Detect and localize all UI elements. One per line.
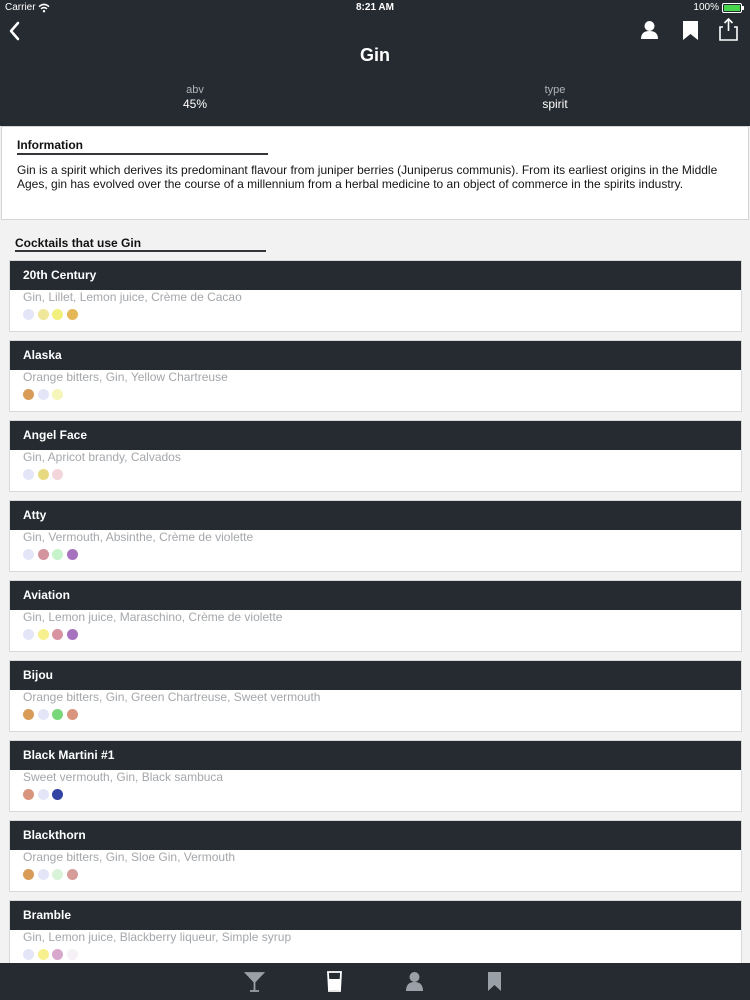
stats-row bbox=[0, 83, 750, 111]
ingredient-color-dots bbox=[23, 469, 67, 481]
profile-head bbox=[410, 972, 420, 982]
status-time: 8:21 AM bbox=[356, 2, 394, 13]
ingredient-color-dots bbox=[23, 389, 67, 401]
ingredient-color-dot bbox=[52, 709, 63, 720]
user-icon[interactable] bbox=[637, 18, 662, 43]
profile-icon[interactable] bbox=[402, 969, 427, 994]
ingredient-color-dot bbox=[38, 869, 49, 880]
cocktail-name: Bijou bbox=[10, 661, 741, 690]
cocktail-name: Aviation bbox=[10, 581, 741, 610]
cocktail-name: Angel Face bbox=[10, 421, 741, 450]
ingredient-color-dot bbox=[23, 549, 34, 560]
ingredient-color-dot bbox=[38, 389, 49, 400]
cocktail-ingredients: Orange bitters, Gin, Sloe Gin, Vermouth bbox=[23, 850, 236, 864]
bookmark-tab-shape bbox=[488, 972, 501, 991]
tab-bar bbox=[0, 963, 750, 1000]
ingredient-color-dots bbox=[23, 869, 81, 881]
ingredient-color-dot bbox=[38, 629, 49, 640]
ingredient-color-dot bbox=[23, 869, 34, 880]
cocktail-ingredients: Gin, Apricot brandy, Calvados bbox=[23, 450, 181, 464]
cocktail-glass-stem bbox=[250, 982, 259, 991]
ingredient-color-dots bbox=[23, 309, 81, 321]
ingredient-color-dot bbox=[23, 469, 34, 480]
information-text: Gin is a spirit which derives its predominant flavour from juniper berries (Juniperus communis). From its earliest origins in the Middle Ages, gin has evolved over the course of a millennium from a herbal medicine to an object of commerce in the spirits industry. bbox=[17, 163, 718, 191]
cocktail-card[interactable] bbox=[9, 260, 742, 332]
carrier-label: Carrier bbox=[5, 2, 36, 13]
back-chevron-icon[interactable] bbox=[5, 19, 27, 43]
ingredient-color-dot bbox=[67, 709, 78, 720]
cocktail-ingredients: Gin, Lillet, Lemon juice, Crème de Cacao bbox=[23, 290, 242, 304]
ingredient-color-dot bbox=[52, 469, 63, 480]
page-title: Gin bbox=[360, 45, 390, 65]
ingredient-color-dot bbox=[52, 629, 63, 640]
ingredient-color-dot bbox=[67, 869, 78, 880]
ingredient-color-dots bbox=[23, 549, 81, 561]
ingredient-color-dot bbox=[38, 709, 49, 720]
ingredient-color-dot bbox=[23, 789, 34, 800]
cocktail-ingredients: Sweet vermouth, Gin, Black sambuca bbox=[23, 770, 224, 784]
cocktail-ingredients: Gin, Lemon juice, Blackberry liqueur, Simple syrup bbox=[23, 930, 292, 944]
ingredient-color-dot bbox=[67, 949, 78, 960]
cocktail-card[interactable] bbox=[9, 580, 742, 652]
ingredient-color-dots bbox=[23, 789, 67, 801]
ingredient-color-dot bbox=[52, 949, 63, 960]
ingredient-color-dot bbox=[52, 549, 63, 560]
ingredient-color-dot bbox=[23, 389, 34, 400]
cocktail-glass-icon[interactable] bbox=[242, 969, 267, 994]
cocktail-card[interactable] bbox=[9, 900, 742, 963]
header-area bbox=[0, 0, 750, 126]
ingredient-color-dot bbox=[67, 549, 78, 560]
abv-value: 45% bbox=[182, 97, 208, 111]
battery-icon bbox=[722, 3, 745, 13]
status-bar bbox=[0, 0, 750, 16]
cocktail-card[interactable] bbox=[9, 820, 742, 892]
bookmark-icon[interactable] bbox=[678, 18, 703, 43]
ingredient-color-dots bbox=[23, 629, 81, 641]
cocktail-list bbox=[9, 260, 742, 963]
cocktail-name: 20th Century bbox=[10, 261, 741, 290]
type-label: type bbox=[544, 84, 566, 96]
cocktail-name: Alaska bbox=[10, 341, 741, 370]
ingredient-glass-fill bbox=[329, 979, 340, 990]
ingredient-color-dot bbox=[67, 629, 78, 640]
cocktail-card[interactable] bbox=[9, 420, 742, 492]
ingredient-color-dot bbox=[38, 789, 49, 800]
ingredient-color-dot bbox=[52, 389, 63, 400]
cocktail-ingredients: Gin, Lemon juice, Maraschino, Crème de violette bbox=[23, 610, 283, 624]
ingredient-color-dot bbox=[38, 949, 49, 960]
ingredient-color-dot bbox=[38, 469, 49, 480]
ingredient-color-dot bbox=[67, 309, 78, 320]
ingredient-color-dot bbox=[23, 949, 34, 960]
ingredient-color-dot bbox=[52, 309, 63, 320]
cocktail-name: Bramble bbox=[10, 901, 741, 930]
ingredient-color-dot bbox=[38, 309, 49, 320]
cocktail-name: Atty bbox=[10, 501, 741, 530]
bookmark-tab-icon[interactable] bbox=[482, 969, 507, 994]
information-card bbox=[1, 126, 749, 220]
cocktail-name: Blackthorn bbox=[10, 821, 741, 850]
information-divider bbox=[17, 153, 268, 155]
cocktail-ingredients: Orange bitters, Gin, Green Chartreuse, Sweet vermouth bbox=[23, 690, 321, 704]
type-stat bbox=[465, 83, 645, 111]
profile-body bbox=[406, 982, 423, 991]
cocktails-heading: Cocktails that use Gin bbox=[15, 236, 142, 250]
ingredient-color-dots bbox=[23, 709, 81, 721]
cocktail-ingredients: Gin, Vermouth, Absinthe, Crème de violette bbox=[23, 530, 254, 544]
abv-stat bbox=[105, 83, 285, 111]
ingredient-color-dot bbox=[52, 869, 63, 880]
cocktail-card[interactable] bbox=[9, 660, 742, 732]
share-icon[interactable] bbox=[716, 17, 741, 42]
information-heading: Information bbox=[17, 138, 83, 152]
ingredient-color-dot bbox=[23, 709, 34, 720]
ingredient-glass-icon[interactable] bbox=[322, 969, 347, 994]
cocktail-card[interactable] bbox=[9, 740, 742, 812]
ingredient-color-dot bbox=[23, 629, 34, 640]
ingredient-color-dot bbox=[38, 549, 49, 560]
type-value: spirit bbox=[542, 97, 568, 111]
ingredient-color-dots bbox=[23, 949, 81, 961]
cocktail-card[interactable] bbox=[9, 500, 742, 572]
ingredient-color-dot bbox=[23, 309, 34, 320]
cocktail-name: Black Martini #1 bbox=[10, 741, 741, 770]
battery-percent: 100% bbox=[693, 2, 719, 13]
cocktail-ingredients: Orange bitters, Gin, Yellow Chartreuse bbox=[23, 370, 228, 384]
cocktail-glass-outline bbox=[246, 973, 263, 982]
ingredient-color-dot bbox=[52, 789, 63, 800]
abv-label: abv bbox=[186, 84, 204, 96]
cocktail-card[interactable] bbox=[9, 340, 742, 412]
cocktails-divider bbox=[15, 250, 266, 252]
